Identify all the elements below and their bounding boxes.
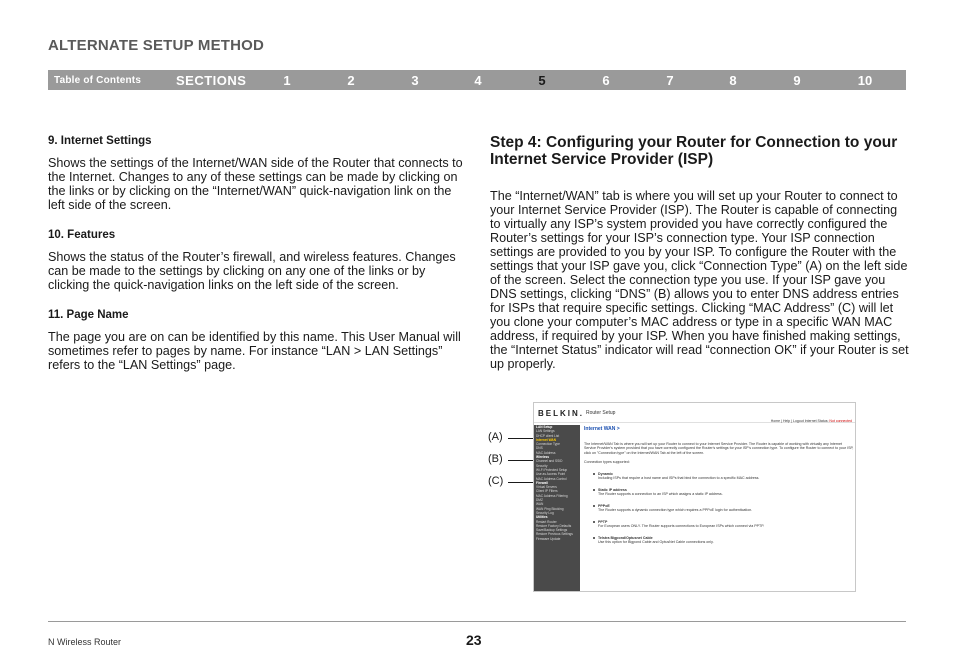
connection-type-desc: For European users ONLY. The Router supports connections to European ISPs which connect via PPTP. bbox=[598, 524, 765, 528]
callout-c: (C) bbox=[488, 475, 504, 487]
screenshot-sidebar-item: Utilities bbox=[536, 515, 548, 520]
screenshot-main bbox=[584, 427, 854, 545]
screenshot-sidebar-item: Restore Previous Settings bbox=[536, 532, 573, 537]
screenshot-sidebar-item: Internet WAN bbox=[536, 437, 557, 442]
connection-type-desc: The Router supports a dynamic connection type which requires a PPPoE login for authentication. bbox=[598, 508, 753, 512]
screenshot-sidebar-item: LAN Settings bbox=[536, 429, 555, 434]
table-of-contents-link[interactable]: Table of Contents bbox=[54, 75, 142, 86]
top-links-text: Home | Help | Logout Internet Status: bbox=[770, 419, 829, 423]
section-link-5[interactable]: 5 bbox=[538, 73, 546, 88]
callout-a: (A) bbox=[488, 431, 503, 443]
screenshot-supported: Connection types supported: bbox=[584, 460, 630, 464]
screenshot-sidebar-item: Client IP Filters bbox=[536, 489, 558, 494]
step-heading: Step 4: Configuring your Router for Connection to your Internet Service Provider (ISP) bbox=[490, 134, 898, 168]
page-number: 23 bbox=[466, 632, 482, 648]
screenshot-sidebar-item: Connection Type bbox=[536, 442, 560, 447]
footer-product: N Wireless Router bbox=[48, 637, 122, 647]
item-heading: 11. Page Name bbox=[48, 309, 129, 321]
screenshot-sidebar-item: Save/Backup Settings bbox=[536, 528, 568, 533]
screenshot-sidebar-item: LAN Setup bbox=[536, 425, 553, 429]
screenshot-sidebar-item: Channel and SSID bbox=[536, 459, 563, 464]
item-body: Shows the settings of the Internet/WAN side of the Router that connects to the Internet. Changes to any of these settings can be made by clicking on the links or by clicking on the “Internet/WAN” quick-navigation link on the left side of the screen. bbox=[48, 156, 463, 212]
item-body: Shows the status of the Router’s firewall, and wireless features. Changes can be made to the settings by clicking on any one of the links or by clicking the quick-navigation links on the left side of the screen. bbox=[48, 250, 456, 292]
item-heading: 9. Internet Settings bbox=[48, 135, 152, 147]
screenshot-sidebar-item: Wi-Fi Protected Setup bbox=[536, 467, 568, 472]
screenshot-sidebar-item: Wireless bbox=[536, 455, 550, 460]
callout-b: (B) bbox=[488, 453, 503, 465]
belkin-logo: BELKIN. bbox=[538, 409, 584, 418]
screenshot-sidebar-item: Security Log bbox=[536, 510, 554, 515]
section-link-10[interactable]: 10 bbox=[857, 73, 873, 88]
callout-a-line bbox=[508, 438, 534, 439]
screenshot-page-title: Internet WAN > bbox=[584, 426, 620, 432]
screenshot-sidebar-item: DMZ bbox=[536, 498, 543, 503]
section-link-2[interactable]: 2 bbox=[347, 73, 355, 88]
connection-type-item bbox=[584, 504, 854, 513]
section-nav-bar bbox=[48, 70, 906, 90]
callout-c-line bbox=[508, 482, 534, 483]
connection-type-desc: Use this option for Bigpond Cable and OptusNet Cable connections only. bbox=[598, 540, 714, 544]
screenshot-sidebar-item: Firmware Update bbox=[536, 536, 561, 541]
section-link-7[interactable]: 7 bbox=[666, 73, 674, 88]
step-body: The “Internet/WAN” tab is where you will set up your Router to connect to your Internet Service Provider (ISP). The Router is capable of connecting to virtually any ISP’s system provided you have correctly configured the Router’s settings for your ISP’s connection type. Your ISP connection settings are provided to you by your ISP. To configure the Router with the settings that your ISP gave you, click “Connection Type” (A) on the left side of the screen. Select the connection type you use. If your ISP gave you DNS settings, clicking “DNS” (B) allows you to enter DNS address entries for ISPs that require specific settings. Clicking “MAC Address” (C) will let you clone your computer’s MAC address or type in a specific WAN MAC address, if required by your ISP. When you have finished making settings, the “Internet Status” indicator will read “connection OK” if your Router is set up properly. bbox=[490, 189, 909, 371]
screenshot-sidebar-item: MAC Address Control bbox=[536, 476, 567, 481]
screenshot-sidebar-item: Restore Factory Defaults bbox=[536, 523, 572, 528]
screenshot-intro: The Internet/WAN Tab is where you will set up your Router to connect to your Internet Service Provider. The Router is capable of working with virtually any Internet Service Provider's system provided that you have correctly configured the Router's settings for your ISP's connection type. To configure the Router to connect to your ISP, click on "Connection type" on the Internet/WAN Tab at the left of the screen. bbox=[584, 441, 854, 455]
screenshot-sidebar-item: MAC Address bbox=[536, 450, 556, 455]
screenshot-top-links bbox=[771, 419, 852, 423]
connection-type-name: Dynamic bbox=[598, 471, 613, 476]
callout-b-line bbox=[508, 460, 534, 461]
section-link-6[interactable]: 6 bbox=[602, 73, 610, 88]
left-column bbox=[48, 134, 466, 388]
connection-type-item bbox=[584, 488, 854, 497]
section-link-4[interactable]: 4 bbox=[474, 73, 482, 88]
screenshot-sidebar-item: Use as Access Point bbox=[536, 472, 566, 477]
sections-label: SECTIONS bbox=[176, 73, 247, 88]
screenshot-sidebar bbox=[534, 425, 580, 592]
section-title: ALTERNATE SETUP METHOD bbox=[48, 37, 265, 54]
screenshot-sidebar-item: DNS bbox=[536, 446, 543, 451]
screenshot-title: Router Setup bbox=[586, 410, 616, 416]
section-link-1[interactable]: 1 bbox=[283, 73, 291, 88]
screenshot-sidebar-item: Virtual Servers bbox=[536, 485, 557, 490]
right-column bbox=[490, 134, 910, 371]
screenshot-sidebar-item: WAN Ping Blocking bbox=[536, 506, 564, 511]
connection-type-name: PPPoE bbox=[598, 503, 610, 508]
screenshot-header bbox=[534, 403, 855, 423]
connection-type-name: Static IP address bbox=[598, 487, 627, 492]
connection-type-name: PPTP bbox=[598, 519, 608, 524]
screenshot-sidebar-item: MAC Address Filtering bbox=[536, 493, 568, 498]
connection-type-item bbox=[584, 472, 854, 481]
connection-type-item bbox=[584, 536, 854, 545]
section-link-3[interactable]: 3 bbox=[411, 73, 419, 88]
screenshot-sidebar-item: DHCP client List bbox=[536, 433, 560, 438]
footer-rule bbox=[48, 621, 906, 622]
section-link-8[interactable]: 8 bbox=[729, 73, 737, 88]
item-heading: 10. Features bbox=[48, 229, 116, 241]
connection-type-desc: The Router supports a connection to an ISP which assigns a static IP address. bbox=[598, 492, 723, 496]
screenshot-sidebar-item: Security bbox=[536, 463, 548, 468]
internet-status: Not connected bbox=[829, 419, 852, 423]
connection-type-list bbox=[584, 472, 854, 545]
item-body: The page you are on can be identified by this name. This User Manual will sometimes refer to pages by name. For instance “LAN > LAN Settings” refers to the “LAN Settings” page. bbox=[48, 330, 461, 372]
screenshot-sidebar-item: Restart Router bbox=[536, 519, 557, 524]
section-link-9[interactable]: 9 bbox=[793, 73, 801, 88]
router-setup-screenshot bbox=[533, 402, 856, 592]
connection-type-item bbox=[584, 520, 854, 529]
screenshot-sidebar-item: Firewall bbox=[536, 480, 548, 485]
connection-type-name: Telstra Bigpond/Optusnet Cable bbox=[598, 535, 653, 540]
connection-type-desc: Including ISPs that require a host name and ISPs that bind the connection to a specific MAC address. bbox=[598, 476, 760, 480]
screenshot-sidebar-item: WAN bbox=[536, 502, 544, 507]
